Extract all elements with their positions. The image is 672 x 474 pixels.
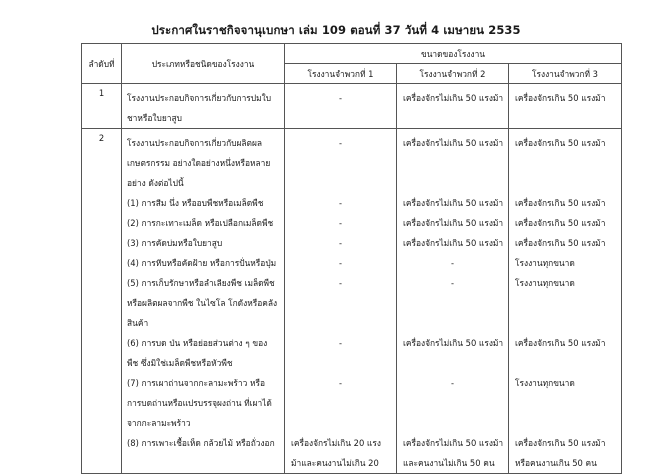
row-cat3 (509, 84, 622, 129)
cat2-value: - (450, 278, 455, 288)
description-line: (3) การคัดบ่มหรือใบยาสูบ (127, 238, 223, 248)
description-line: (7) การเผาถ่านจากกะลามะพร้าว หรือ (127, 378, 266, 388)
document-title: ประกาศในราชกิจจานุเบกษา เล่ม 109 ตอนที่ 37 วันที่ 4 เมษายน 2535 (151, 23, 521, 37)
cat1-value: - (338, 198, 343, 208)
table-row (82, 84, 622, 129)
description-line: (6) การบด ป่น หรือย่อยส่วนต่าง ๆ ของ (127, 338, 268, 348)
cat3-value: เครื่องจักรเกิน 50 แรงม้า (515, 438, 606, 448)
description-line: หรือผลิตผลจากพืช ในไซโล โกดังหรือคลัง (127, 298, 278, 308)
description-line: อย่าง ดังต่อไปนี้ (127, 178, 184, 188)
cat3-value: โรงงานทุกขนาด (515, 258, 575, 268)
cat1-value (285, 108, 396, 128)
row-description (122, 129, 285, 474)
cat3-value (509, 353, 621, 373)
cat2-value: - (450, 258, 455, 268)
cat3-value (509, 108, 621, 128)
cat3-value: เครื่องจักรเกิน 50 แรงม้า (515, 218, 606, 228)
header-no: ลำดับที่ (82, 44, 122, 84)
cat1-value: ม้าและคนงานไม่เกิน 20 (291, 458, 379, 468)
cat2-value: เครื่องจักรไม่เกิน 50 แรงม้า (403, 238, 504, 248)
row-cat1 (285, 84, 397, 129)
cat3-value: เครื่องจักรเกิน 50 แรงม้า (515, 138, 606, 148)
row-description (122, 84, 285, 129)
row-cat3 (509, 129, 622, 474)
description-line: (5) การเก็บรักษาหรือลำเลียงพืช เมล็ดพืช (127, 278, 275, 288)
cat1-value: - (338, 278, 343, 288)
cat1-value: - (338, 93, 343, 103)
row-number: 1 (82, 84, 122, 129)
header-cat1: โรงงานจำพวกที่ 1 (285, 64, 397, 84)
cat3-value (509, 153, 621, 173)
cat2-value (397, 153, 508, 173)
cat2-value (397, 413, 508, 433)
cat2-value (397, 293, 508, 313)
cat1-value: - (338, 138, 343, 148)
cat1-value (285, 393, 396, 413)
header-type: ประเภทหรือชนิดของโรงงาน (122, 44, 285, 84)
description-line: ชาหรือใบยาสูบ (127, 113, 182, 123)
description-line: การบดถ่านหรือแปรบรรจุผงถ่าน ที่เผาได้ (127, 398, 272, 408)
cat1-value: - (338, 338, 343, 348)
cat3-value (509, 293, 621, 313)
table-row (82, 129, 622, 474)
description-line (127, 453, 282, 473)
cat2-value: เครื่องจักรไม่เกิน 50 แรงม้า (403, 438, 504, 448)
cat2-value (397, 393, 508, 413)
cat3-value: เครื่องจักรเกิน 50 แรงม้า (515, 198, 606, 208)
cat1-value (285, 353, 396, 373)
cat3-value: เครื่องจักรเกิน 50 แรงม้า (515, 93, 606, 103)
cat1-value: - (338, 238, 343, 248)
header-cat3: โรงงานจำพวกที่ 3 (509, 64, 622, 84)
description-line: เกษตรกรรม อย่างใดอย่างหนึ่งหรือหลาย (127, 158, 271, 168)
cat1-value (285, 293, 396, 313)
cat2-value (397, 353, 508, 373)
cat3-value: หรือคนงานเกิน 50 คน (515, 458, 597, 468)
row-cat1 (285, 129, 397, 474)
factory-table (81, 43, 622, 474)
cat2-value: เครื่องจักรไม่เกิน 50 แรงม้า (403, 93, 504, 103)
cat2-value: - (450, 378, 455, 388)
cat3-value (509, 173, 621, 193)
description-line: (8) การเพาะเชื้อเห็ด กล้วยไม้ หรือถั่วงอก (127, 438, 275, 448)
cat2-value: เครื่องจักรไม่เกิน 50 แรงม้า (403, 198, 504, 208)
cat2-value: เครื่องจักรไม่เกิน 50 แรงม้า (403, 138, 504, 148)
cat1-value (285, 153, 396, 173)
cat1-value: - (338, 218, 343, 228)
cat3-value: โรงงานทุกขนาด (515, 278, 575, 288)
description-line: (1) การสีม นึ่ง หรืออบพืชหรือเมล็ดพืช (127, 198, 264, 208)
cat1-value (285, 173, 396, 193)
description-line: โรงงานประกอบกิจการเกี่ยวกับผลิตผล (127, 138, 263, 148)
description-line: จากกะลามะพร้าว (127, 418, 191, 428)
row-cat2 (397, 129, 509, 474)
cat1-value (285, 413, 396, 433)
cat1-value (285, 313, 396, 333)
cat2-value: และคนงานไม่เกิน 50 คน (403, 458, 495, 468)
cat2-value (397, 108, 508, 128)
description-line: โรงงานประกอบกิจการเกี่ยวกับการปมใบ (127, 93, 272, 103)
description-line: พืช ซึ่งมิใช่เมล็ดพืชหรือหัวพืช (127, 358, 233, 368)
cat2-value: เครื่องจักรไม่เกิน 50 แรงม้า (403, 338, 504, 348)
cat3-value (509, 313, 621, 333)
description-line: (2) การกะเทาะเมล็ด หรือเปลือกเมล็ดพืช (127, 218, 274, 228)
cat3-value: เครื่องจักรเกิน 50 แรงม้า (515, 238, 606, 248)
cat3-value: เครื่องจักรเกิน 50 แรงม้า (515, 338, 606, 348)
header-size: ขนาดของโรงงาน (285, 44, 622, 64)
description-line: สินค้า (127, 318, 149, 328)
table-body (82, 84, 622, 474)
cat1-value: - (338, 258, 343, 268)
header-cat2: โรงงานจำพวกที่ 2 (397, 64, 509, 84)
cat3-value (509, 413, 621, 433)
cat2-value: เครื่องจักรไม่เกิน 50 แรงม้า (403, 218, 504, 228)
cat3-value: โรงงานทุกขนาด (515, 378, 575, 388)
cat1-value: - (338, 378, 343, 388)
cat2-value (397, 173, 508, 193)
description-line: (4) การหีบหรือคัดฝ้าย หรือการปั่นหรือปุ่ม (127, 258, 277, 268)
cat3-value (509, 393, 621, 413)
row-number: 2 (82, 129, 122, 474)
row-cat2 (397, 84, 509, 129)
cat1-value: เครื่องจักรไม่เกิน 20 แรง (291, 438, 381, 448)
cat2-value (397, 313, 508, 333)
